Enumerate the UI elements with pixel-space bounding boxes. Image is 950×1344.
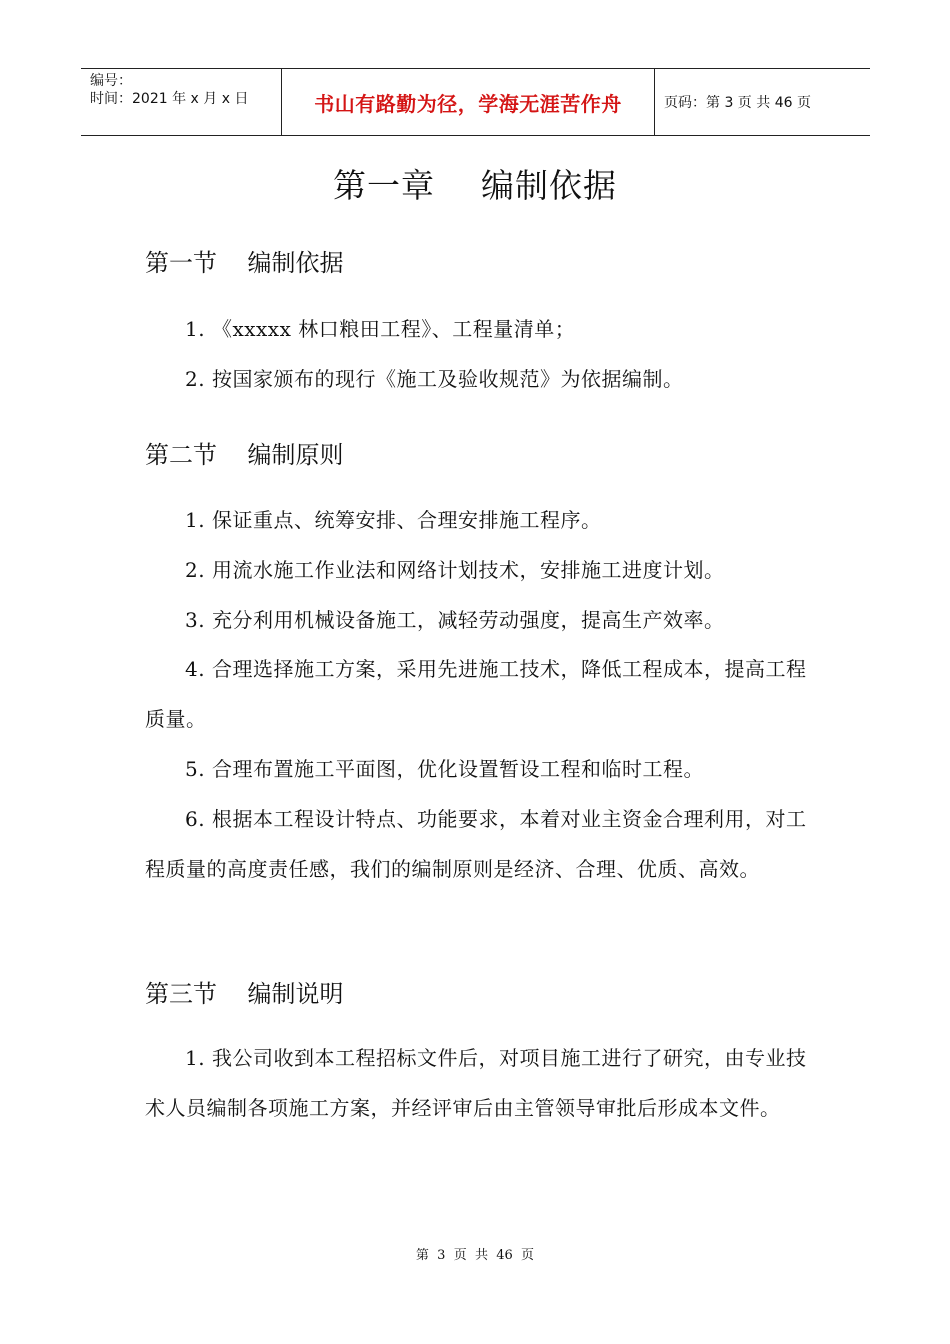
header-meta-cell — [81, 69, 282, 135]
item-text: 《xxxxx 林口粮田工程》、工程量清单； — [211, 317, 576, 341]
section-title: 第二节 编制原则 — [145, 441, 344, 469]
item-text: 充分利用机械设备施工，减轻劳动强度，提高生产效率。 — [211, 608, 725, 632]
section-title: 第三节 编制说明 — [145, 980, 344, 1008]
item-text: 用流水施工作业法和网络计划技术，安排施工进度计划。 — [211, 558, 725, 582]
item-text: 我公司收到本工程招标文件后，对项目施工进行了研究，由专业技术人员编制各项施工方案，并经评审后由主管领导审批后形成本文件。 — [145, 1046, 807, 1120]
item-number: 1. — [185, 317, 212, 341]
item-number: 2. — [185, 558, 212, 582]
header-motto: 书山有路勤为径，学海无涯苦作舟 — [314, 91, 622, 116]
document-number-label: 编号： — [90, 73, 132, 89]
item-text: 合理选择施工方案，采用先进施工技术，降低工程成本，提高工程质量。 — [145, 657, 807, 731]
list-item — [145, 745, 820, 795]
item-text: 合理布置施工平面图，优化设置暂设工程和临时工程。 — [211, 757, 704, 781]
item-text: 保证重点、统筹安排、合理安排施工程序。 — [211, 508, 602, 532]
item-text: 根据本工程设计特点、功能要求，本着对业主资金合理利用，对工程质量的高度责任感，我们的编制原则是经济、合理、优质、高效。 — [145, 807, 807, 881]
list-item — [145, 1034, 820, 1133]
header-motto-cell — [282, 69, 655, 135]
item-number: 1. — [185, 1046, 212, 1070]
item-number: 5. — [185, 757, 212, 781]
page-footer: 第 3 页 共 46 页 — [415, 1248, 535, 1263]
item-number: 3. — [185, 608, 212, 632]
header-table — [81, 68, 870, 136]
section-title: 第一节 编制依据 — [145, 249, 344, 277]
header-page-cell — [655, 69, 870, 135]
item-number: 4. — [185, 657, 212, 681]
list-item — [145, 305, 820, 355]
list-item — [145, 795, 820, 894]
header-page-info: 页码：第 3 页 共 46 页 — [664, 95, 811, 111]
item-text: 按国家颁布的现行《施工及验收规范》为依据编制。 — [211, 367, 684, 391]
chapter-title: 第一章 编制依据 — [333, 166, 617, 205]
list-item — [145, 546, 820, 596]
list-item — [145, 355, 820, 405]
list-item — [145, 496, 820, 546]
item-number: 1. — [185, 508, 212, 532]
list-item — [145, 645, 820, 744]
item-number: 2. — [185, 367, 212, 391]
item-number: 6. — [185, 807, 212, 831]
document-date: 时间：2021 年 x 月 x 日 — [90, 91, 249, 107]
list-item — [145, 596, 820, 646]
